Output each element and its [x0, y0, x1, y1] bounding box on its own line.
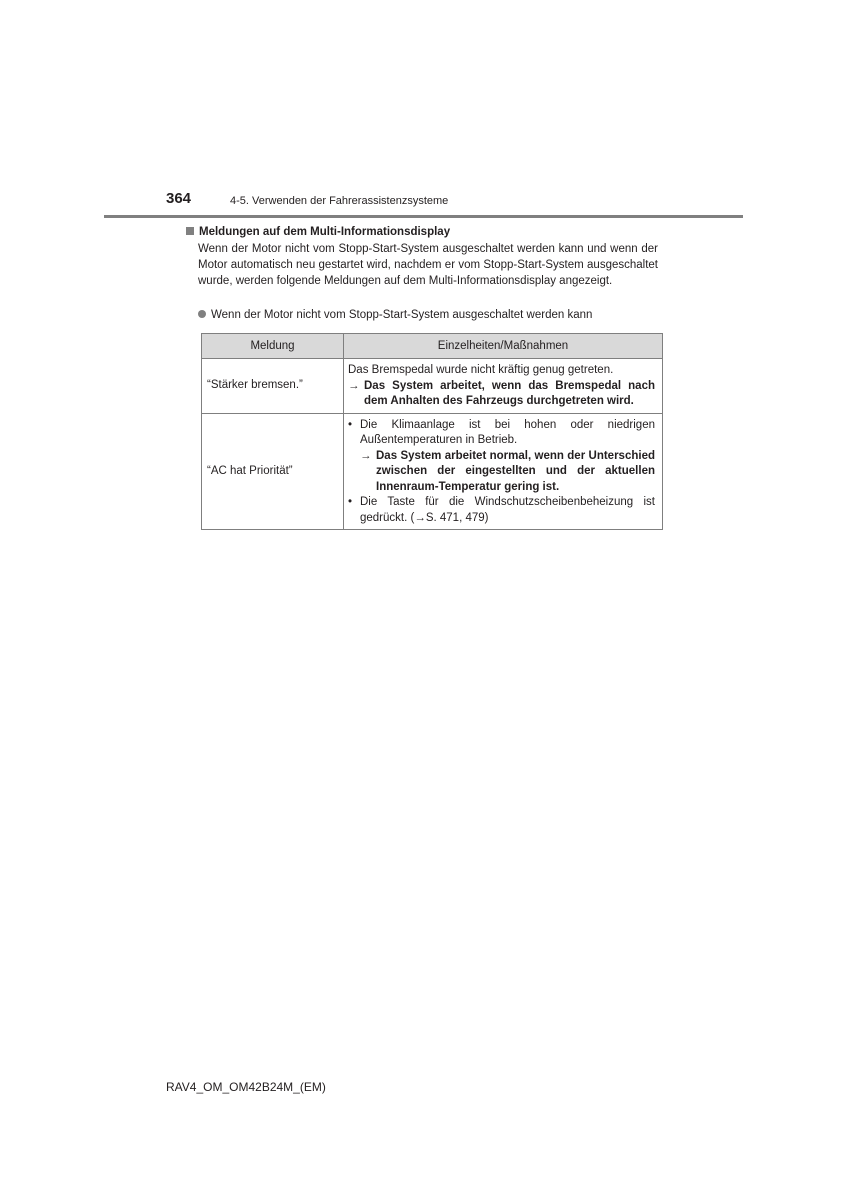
detail-cell: [344, 413, 663, 530]
detail-arrow-line: [360, 449, 655, 496]
message-cell: “AC hat Priorität”: [202, 413, 344, 530]
detail-arrow-wrapper: [348, 449, 655, 496]
message-cell: “Stärker bremsen.”: [202, 359, 344, 414]
dot-icon: •: [348, 496, 353, 508]
square-bullet-icon: [186, 227, 194, 235]
arrow-icon: →: [360, 449, 372, 462]
detail-cell: [344, 359, 663, 414]
header-einzelheiten: Einzelheiten/Maßnahmen: [344, 334, 663, 359]
detail-bullet-item: [348, 495, 655, 526]
detail-item-text: Die Taste für die Windschutzscheibenbeheizung ist gedrückt. (→S. 471, 479): [360, 496, 655, 524]
bullet-item: [198, 309, 592, 321]
detail-bullet-item: [348, 418, 655, 449]
header-meldung: Meldung: [202, 334, 344, 359]
arrow-icon: →: [348, 379, 360, 392]
table-row: [202, 413, 663, 530]
dot-icon: •: [348, 418, 353, 431]
footer-code: RAV4_OM_OM42B24M_(EM): [166, 1080, 326, 1094]
detail-item-text: Die Klimaanlage ist bei hohen oder niedrigen Außentemperaturen in Betrieb.: [360, 418, 655, 446]
subheading-text: Meldungen auf dem Multi-Informationsdisplay: [199, 226, 451, 238]
message-table: [201, 333, 663, 530]
detail-bold-text: Das System arbeitet normal, wenn der Unterschied zwischen der eingestellten und der aktuellen Innenraum-Temperatur gering ist.: [376, 449, 655, 493]
table-row: [202, 359, 663, 414]
detail-arrow-line: [348, 379, 655, 410]
bullet-text: Wenn der Motor nicht vom Stopp-Start-System ausgeschaltet werden kann: [211, 309, 593, 321]
detail-text: Das Bremspedal wurde nicht kräftig genug getreten.: [348, 364, 614, 376]
intro-paragraph: Wenn der Motor nicht vom Stopp-Start-System ausgeschaltet werden kann und wenn der Motor automatisch neu gestartet wird, nachdem er vom Stopp-Start-System ausgeschaltet wurde, werden folgende Meldungen auf dem Multi-Informationsdisplay angezeigt.: [198, 243, 658, 287]
circle-bullet-icon: [198, 310, 206, 318]
subheading: [186, 226, 450, 238]
header-divider: [104, 215, 743, 218]
table-header-row: [202, 334, 663, 359]
page-number: 364: [166, 190, 192, 207]
section-heading: 4-5. Verwenden der Fahrerassistenzsysteme: [230, 195, 449, 207]
detail-bold-text: Das System arbeitet, wenn das Bremspedal nach dem Anhalten des Fahrzeugs durchgetreten wird.: [364, 379, 655, 407]
